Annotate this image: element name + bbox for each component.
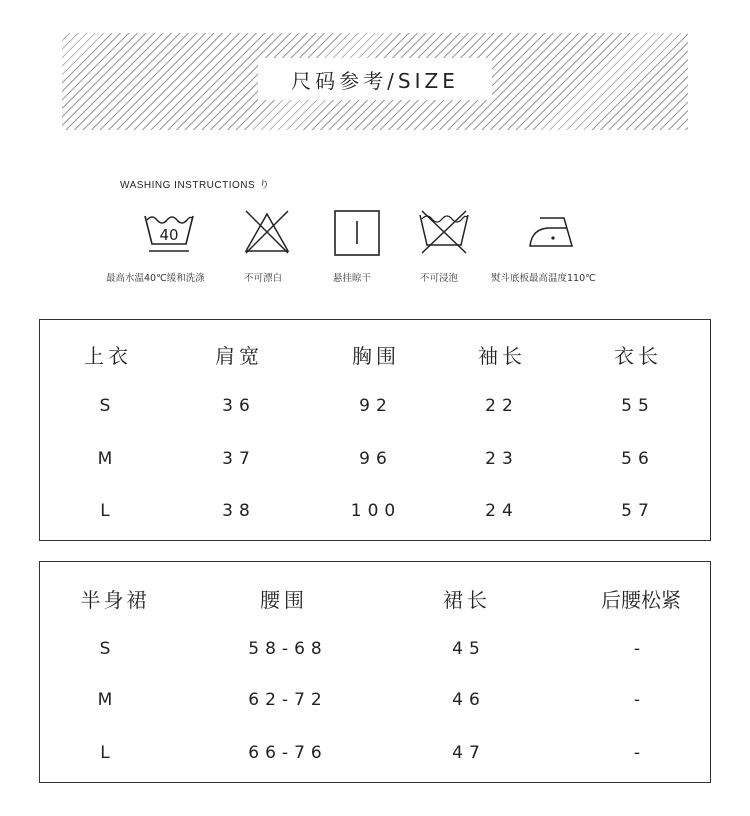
table-cell: 45 — [452, 639, 486, 659]
top-header-shoulder: 肩宽 — [215, 344, 263, 368]
table-cell: L — [100, 743, 116, 763]
washing-instructions-title — [120, 176, 270, 191]
wash-40-caption: 最高水温40℃缓和洗涤 — [106, 273, 205, 284]
table-cell: 24 — [485, 501, 519, 521]
skirt-header-garment: 半身裙 — [80, 588, 150, 612]
table-cell: 56 — [621, 449, 655, 469]
skirt-size-table — [39, 561, 711, 783]
skirt-header-elastic: 后腰松紧 — [601, 588, 681, 612]
table-cell: 47 — [452, 743, 486, 763]
table-cell: 38 — [222, 501, 256, 521]
table-cell: 36 — [222, 396, 256, 416]
size-banner-title: 尺码参考/SIZE — [258, 58, 492, 100]
table-cell: 62-72 — [248, 690, 328, 710]
table-cell: 92 — [359, 396, 393, 416]
table-cell: - — [633, 639, 647, 659]
wash-40-icon — [143, 210, 195, 258]
table-cell: 55 — [621, 396, 655, 416]
no-soak-caption: 不可浸泡 — [420, 273, 459, 284]
table-cell: 37 — [222, 449, 256, 469]
top-header-length: 衣长 — [614, 344, 662, 368]
table-cell: 22 — [485, 396, 519, 416]
iron-icon — [526, 214, 578, 254]
washing-title-symbol: り — [259, 180, 270, 191]
table-cell: S — [99, 396, 117, 416]
table-cell: - — [633, 690, 647, 710]
washing-title-text: WASHING INSTRUCTIONS — [120, 180, 256, 191]
table-cell: S — [99, 639, 117, 659]
table-cell: 58-68 — [248, 639, 328, 659]
table-cell: 96 — [359, 449, 393, 469]
wash-temperature: 40 — [159, 226, 179, 244]
table-cell: 66-76 — [248, 743, 328, 763]
skirt-header-waist: 腰围 — [260, 588, 308, 612]
hang-dry-caption: 悬挂晾干 — [333, 273, 372, 284]
table-cell: - — [633, 743, 647, 763]
no-bleach-caption: 不可漂白 — [244, 273, 283, 284]
table-cell: 46 — [452, 690, 486, 710]
top-size-table — [39, 319, 711, 541]
table-cell: 23 — [485, 449, 519, 469]
top-header-chest: 胸围 — [352, 344, 400, 368]
table-cell: 100 — [350, 501, 402, 521]
iron-caption: 熨斗底板最高温度110℃ — [491, 273, 596, 284]
table-cell: 57 — [621, 501, 655, 521]
table-cell: L — [100, 501, 116, 521]
top-header-garment: 上衣 — [84, 344, 132, 368]
top-header-sleeve: 袖长 — [478, 344, 526, 368]
table-cell: M — [97, 449, 119, 469]
skirt-header-length: 裙长 — [443, 588, 491, 612]
table-cell: M — [97, 690, 119, 710]
hang-dry-icon — [334, 210, 380, 256]
no-soak-icon — [418, 209, 470, 257]
no-bleach-icon — [243, 209, 291, 255]
